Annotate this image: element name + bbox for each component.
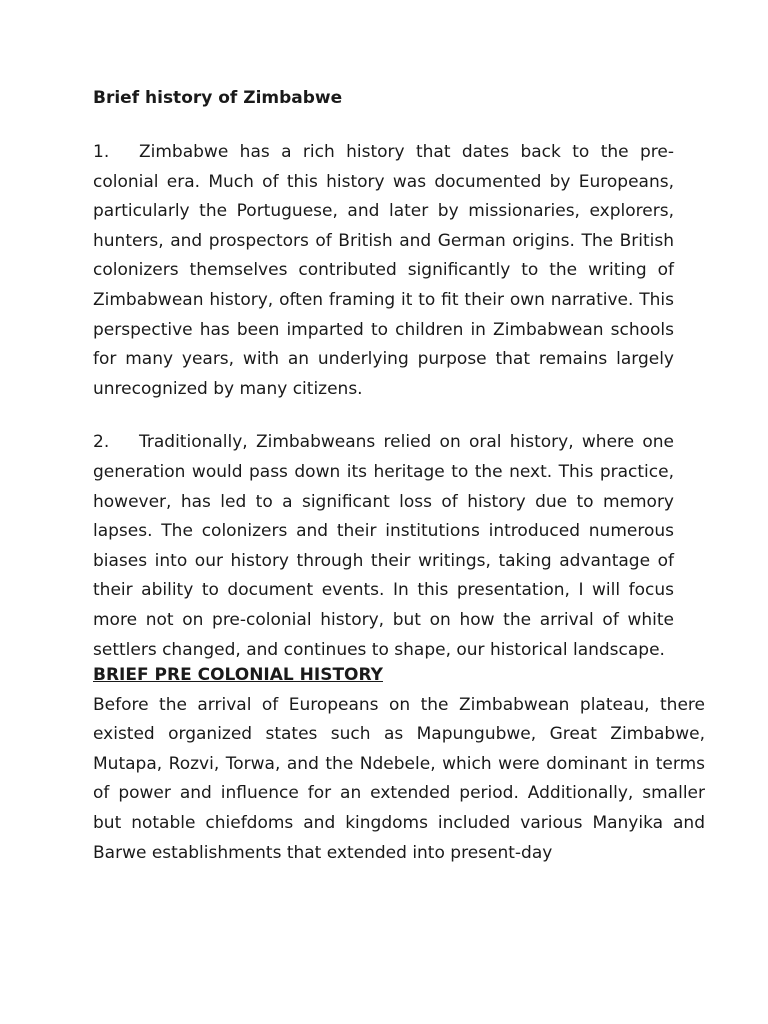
document-page: [93, 86, 705, 868]
paragraph-text: Traditionally, Zimbabweans relied on oral history, where one generation would pass down its heritage to the next. This practice, however, has led to a significant loss of history due to memory lapses. The colonizers and their institutions introduced numerous biases into our history through their writings, taking advantage of their ability to document events. In this presentation, I will focus more not on pre-colonial history, but on how the arrival of white settlers changed, and continues to shape, our historical landscape.: [93, 432, 674, 660]
numbered-paragraph-2: [93, 428, 674, 665]
document-title: Brief history of Zimbabwe: [93, 88, 343, 108]
paragraph-number: 2.: [93, 432, 110, 453]
paragraph-text: Zimbabwe has a rich history that dates back to the pre-colonial era. Much of this history was documented by Europeans, particularly the Portuguese, and later by missionaries, explorers, hunters, and prospectors of British and German origins. The British colonizers themselves contributed significantly to the writing of Zimbabwean history, often framing it to fit their own narrative. This perspective has been imparted to children in Zimbabwean schools for many years, with an underlying purpose that remains largely unrecognized by many citizens.: [93, 142, 674, 399]
section-heading: BRIEF PRE COLONIAL HISTORY: [93, 665, 383, 686]
paragraph-number: 1.: [93, 142, 110, 162]
numbered-paragraph-1: [93, 138, 674, 404]
section-paragraph: Before the arrival of Europeans on the Zimbabwean plateau, there existed organized states such as Mapungubwe, Great Zimbabwe, Mutapa, Rozvi, Torwa, and the Ndebele, which were dominant in terms of power and influence for an extended period. Additionally, smaller but notable chiefdoms and kingdoms included various Manyika and Barwe establishments that extended into present-day: [93, 694, 705, 863]
